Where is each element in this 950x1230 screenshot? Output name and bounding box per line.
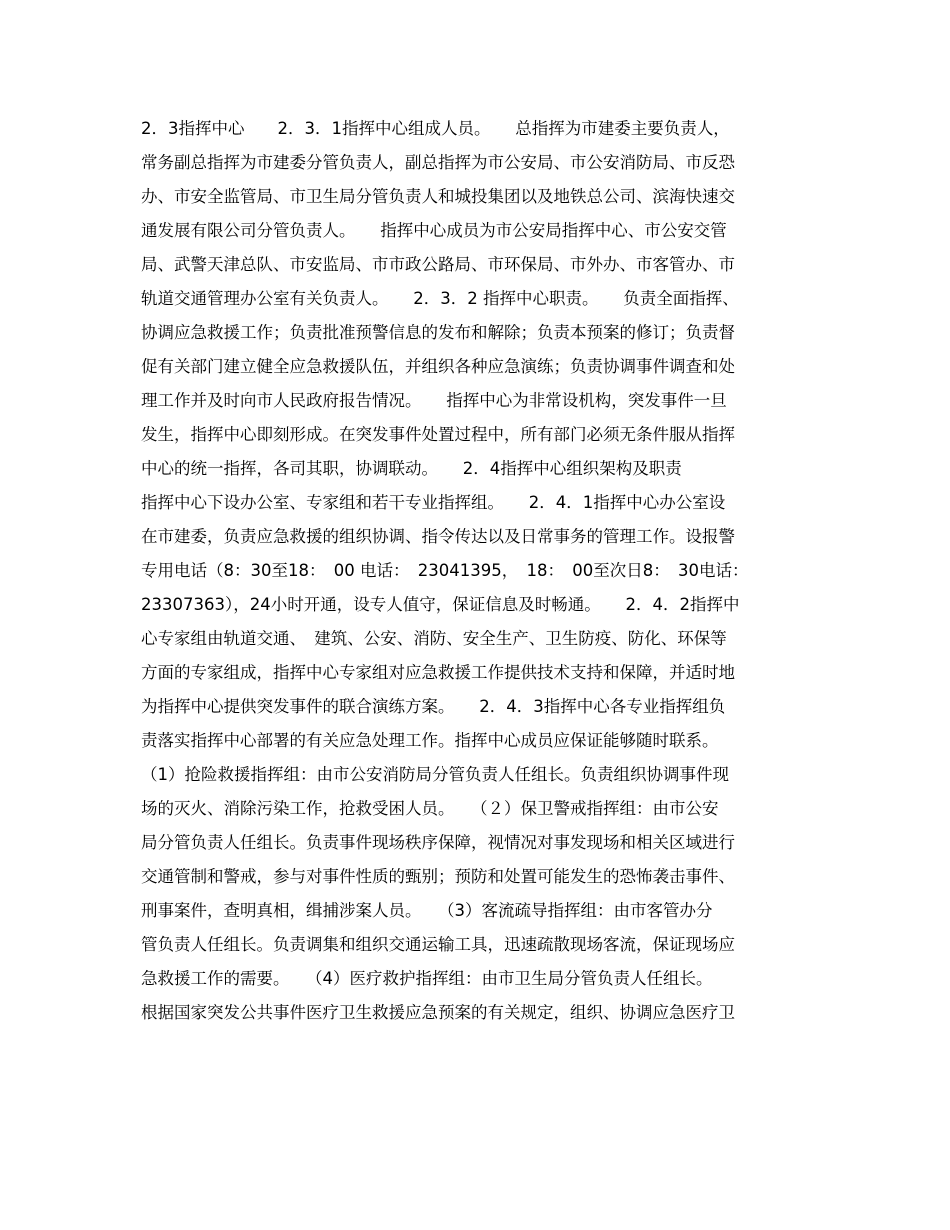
text-line: 协调应急救援工作；负责批准预警信息的发布和解除；负责本预案的修订；负责督	[141, 323, 735, 342]
text-line: 在市建委，负责应急救援的组织协调、指令传达以及日常事务的管理工作。设报警	[141, 527, 735, 546]
text-line: 为指挥中心提供突发事件的联合演练方案。 2．4．3指挥中心各专业指挥组负	[141, 697, 726, 716]
text-line: 心专家组由轨道交通、 建筑、公安、消防、安全生产、卫生防疫、防化、环保等	[141, 629, 727, 648]
text-line: 发生，指挥中心即刻形成。在突发事件处置过程中，所有部门必须无条件服从指挥	[141, 425, 735, 444]
text-line: 办、市安全监管局、市卫生局分管负责人和城投集团以及地铁总公司、滨海快速交	[141, 187, 735, 206]
text-line: 理工作并及时向市人民政府报告情况。 指挥中心为非常设机构，突发事件一旦	[141, 391, 727, 410]
text-line: 刑事案件，查明真相，缉捕涉案人员。 （3）客流疏导指挥组：由市客管办分	[141, 901, 713, 920]
text-line: 促有关部门建立健全应急救援队伍，并组织各种应急演练；负责协调事件调查和处	[141, 357, 735, 376]
text-line: 局分管负责人任组长。负责事件现场秩序保障，视情况对事发现场和相关区域进行	[141, 833, 735, 852]
text-line: 交通管制和警戒，参与对事件性质的甄别；预防和处置可能发生的恐怖袭击事件、	[141, 867, 735, 886]
text-line: 责落实指挥中心部署的有关应急处理工作。指挥中心成员应保证能够随时联系。	[141, 731, 719, 750]
text-line: 局、武警天津总队、市安监局、市市政公路局、市环保局、市外办、市客管办、市	[141, 255, 735, 274]
text-line: 急救援工作的需要。 （4）医疗救护指挥组：由市卫生局分管负责人任组长。	[141, 969, 713, 988]
text-line: 管负责人任组长。负责调集和组织交通运输工具，迅速疏散现场客流，保证现场应	[141, 935, 735, 954]
text-line: 场的灭火、消除污染工作，抢救受困人员。 （２）保卫警戒指挥组：由市公安	[141, 799, 719, 818]
text-line: 指挥中心下设办公室、专家组和若干专业指挥组。 2．4．1指挥中心办公室设	[141, 493, 726, 512]
text-line: 常务副总指挥为市建委分管负责人，副总指挥为市公安局、市公安消防局、市反恐	[141, 153, 735, 172]
text-line: 23307363），24小时开通，设专人值守，保证信息及时畅通。 2．4．2指挥中	[141, 595, 740, 614]
text-line: 通发展有限公司分管负责人。 指挥中心成员为市公安局指挥中心、市公安交管	[141, 221, 727, 240]
text-line: 方面的专家组成，指挥中心专家组对应急救援工作提供技术支持和保障，并适时地	[141, 663, 735, 682]
text-line: 轨道交通管理办公室有关负责人。 2．3．2 指挥中心职责。 负责全面指挥、	[141, 289, 739, 308]
text-line: （1）抢险救援指挥组：由市公安消防局分管负责人任组长。负责组织协调事件现	[141, 765, 729, 784]
text-line: 根据国家突发公共事件医疗卫生救援应急预案的有关规定，组织、协调应急医疗卫	[141, 1003, 735, 1022]
text-line: 专用电话（8：30至18： 00 电话： 23041395， 18： 00至次日8： 30电话：	[141, 561, 749, 580]
text-line: 中心的统一指挥，各司其职，协调联动。 2．4指挥中心组织架构及职责	[141, 459, 682, 478]
text-line: 2．3指挥中心 2．3．1指挥中心组成人员。 总指挥为市建委主要负责人，	[141, 119, 730, 138]
